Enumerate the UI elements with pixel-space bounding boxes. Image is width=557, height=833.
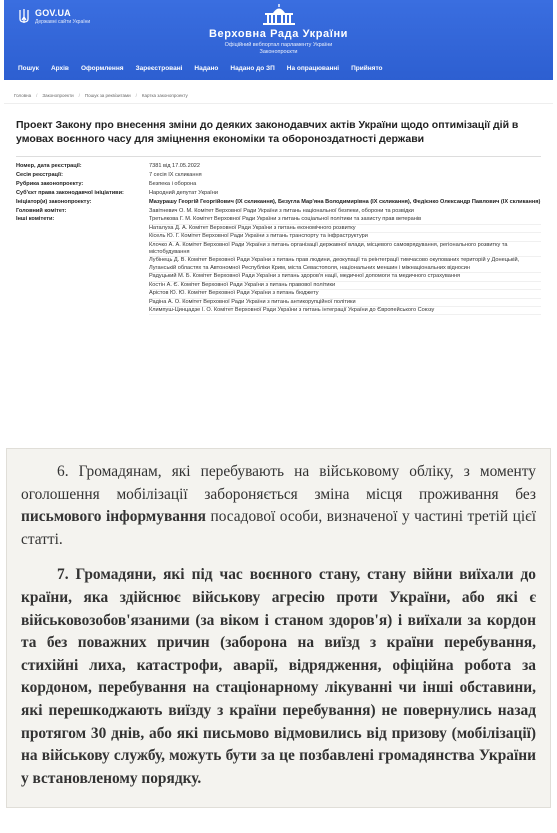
committee-item: Радіна А. О. Комітет Верховної Ради України з питань антикорупційної політики (149, 299, 541, 307)
rada-screenshot (4, 0, 553, 432)
brand-subtitle: Офіційний вебпортал парламенту України (224, 42, 333, 48)
breadcrumb-search[interactable]: Пошук за реквізитами (84, 93, 131, 98)
info-label: Суб'єкт права законодавчої ініціативи: (16, 189, 124, 196)
info-row (16, 181, 541, 188)
nav-in-progress[interactable]: На опрацюванні (286, 64, 340, 72)
committee-item: Костін А. Є. Комітет Верховної Ради України з питань правової політики (149, 282, 541, 290)
paragraph-7 (21, 564, 536, 790)
committee-item: Климпуш-Цинцадзе І. О. Комітет Верховної Ради України з питань інтеграції України до Європейського Союзу (149, 307, 541, 315)
info-label: Рубрика законопроекту: (16, 180, 84, 187)
main-nav (4, 56, 553, 80)
info-row (16, 172, 541, 179)
paragraph-6-bold: письмового інформування (21, 508, 207, 526)
brand-section: Законопроєкти (259, 49, 298, 55)
breadcrumb-card: Картка законопроекту (141, 93, 188, 98)
paragraph-7-text-b: , або які письмово відмовились від призову (мобілізації) на військову службу, можуть бути за це позбавлені громадянства України у встановленому порядку. (21, 724, 536, 787)
parliament-icon (261, 4, 297, 26)
info-label: Інші комітети: (16, 216, 55, 223)
nav-adopted[interactable]: Прийнято (351, 64, 383, 72)
paragraph-6-text-a: 6. Громадянам, які перебувають на військовому обліку, з моменту оголошення мобілізації забороняється зміна місця проживання без (21, 463, 536, 503)
info-label: Сесія реєстрації: (16, 171, 63, 178)
info-row (16, 199, 541, 206)
info-label: Номер, дата реєстрації: (16, 163, 82, 169)
initiators-value: Мазурашу Георгій Георгійович (IX скликання), Безугла Мар'яна Володимирівна (IX скликання), Федієнко Олександр Павлович (IX скликання) (149, 198, 541, 205)
info-row-other-committees (16, 216, 541, 315)
breadcrumb (4, 88, 553, 104)
committees-list (149, 216, 541, 315)
committee-item: Третьякова Г. М. Комітет Верховної Ради України з питань соціальної політики та захисту прав ветеранів (149, 216, 541, 224)
nav-search[interactable]: Пошук (18, 64, 39, 72)
paragraph-7-text-a: 7. Громадяни, які під час воєнного стану, стану війни виїхали до країни, яка здійснює військову агресію проти України, або які є військовозобов'язаними (за віком і станом здоров'я) і виїхали за кордон та без поважних причин (заборона на виїзд з країни перебування, стихійні лиха, катастрофи, аварії, відрядження, офіційна робота за кордоном, перебування на стаціонарному лікуванні чи інші обставини, які перешкоджають виїзду з країни перебування) не повернулись назад протягом (21, 566, 536, 742)
committee-item: Лубінець Д. В. Комітет Верховної Ради України з питань прав людини, деокупації та реінтеграції тимчасово окупованих територій у Донецькій, Луганській областях та Автономної Республіки Крим, міста Севастополя, національних меншин і міжнаціональних відносин (149, 257, 541, 273)
info-row (16, 190, 541, 197)
info-value: Завітневич О. М. Комітет Верховної Ради України з питань національної безпеки, оборони та розвідки (149, 207, 414, 214)
brand-title: Верховна Рада України (208, 28, 349, 40)
info-value: Безпека і оборона (149, 180, 197, 187)
info-label: Ініціатор(и) законопроекту: (16, 198, 92, 205)
info-row (16, 208, 541, 215)
info-value: 7381 від 17.05.2022 (149, 163, 201, 169)
committee-item: Наталуха Д. А. Комітет Верховної Ради України з питань економічного розвитку (149, 225, 541, 233)
committee-item: Радуцький М. Б. Комітет Верховної Ради України з питань здоров'я нації, медичної допомоги та медичного страхування (149, 273, 541, 281)
breadcrumb-separator: / (135, 93, 137, 98)
nav-registered[interactable]: Зареєстровані (135, 64, 183, 72)
brand (4, 4, 553, 55)
site-header (4, 0, 553, 80)
paragraph-7-bold: 30 днів (90, 724, 141, 742)
scanned-document (6, 448, 551, 808)
breadcrumb-bills[interactable]: Законопроекти (42, 93, 74, 98)
committee-item: Клочко А. А. Комітет Верховної Ради України з питань організації державної влади, місцевого самоврядування, регіонального розвитку та містобудування (149, 242, 541, 258)
paragraph-6-text-b: посадової особи, визначеної у частині третій цієї статті. (21, 508, 536, 548)
nav-submitted-zp[interactable]: Надано до ЗП (230, 64, 275, 72)
committee-item: Кісель Ю. Г. Комітет Верховної Ради України з питань транспорту та інфраструктури (149, 233, 541, 241)
breadcrumb-separator: / (78, 93, 80, 98)
nav-processing[interactable]: Оформлення (80, 64, 124, 72)
info-value: 7 сесія IX скликання (149, 171, 202, 178)
nav-archive[interactable]: Архів (50, 64, 69, 72)
info-row (16, 163, 541, 170)
bill-info (4, 157, 553, 315)
govua-subtitle: Державні сайти України (35, 19, 91, 25)
govua-title: GOV.UA (35, 8, 71, 18)
info-value: Народний депутат України (149, 189, 218, 196)
nav-submitted[interactable]: Надано (194, 64, 219, 72)
info-label: Головний комітет: (16, 207, 67, 214)
paragraph-6 (21, 461, 536, 551)
bill-title: Проект Закону про внесення зміни до деяких законодавчих актів України щодо оптимізації дій в умовах воєнного часу для зміцнення економіки та обороноздатності держави (16, 119, 519, 145)
committee-item: Арістов Ю. Ю. Комітет Верховної Ради України з питань бюджету (149, 290, 541, 298)
breadcrumb-separator: / (36, 93, 38, 98)
breadcrumb-home[interactable]: Головна (14, 93, 32, 98)
